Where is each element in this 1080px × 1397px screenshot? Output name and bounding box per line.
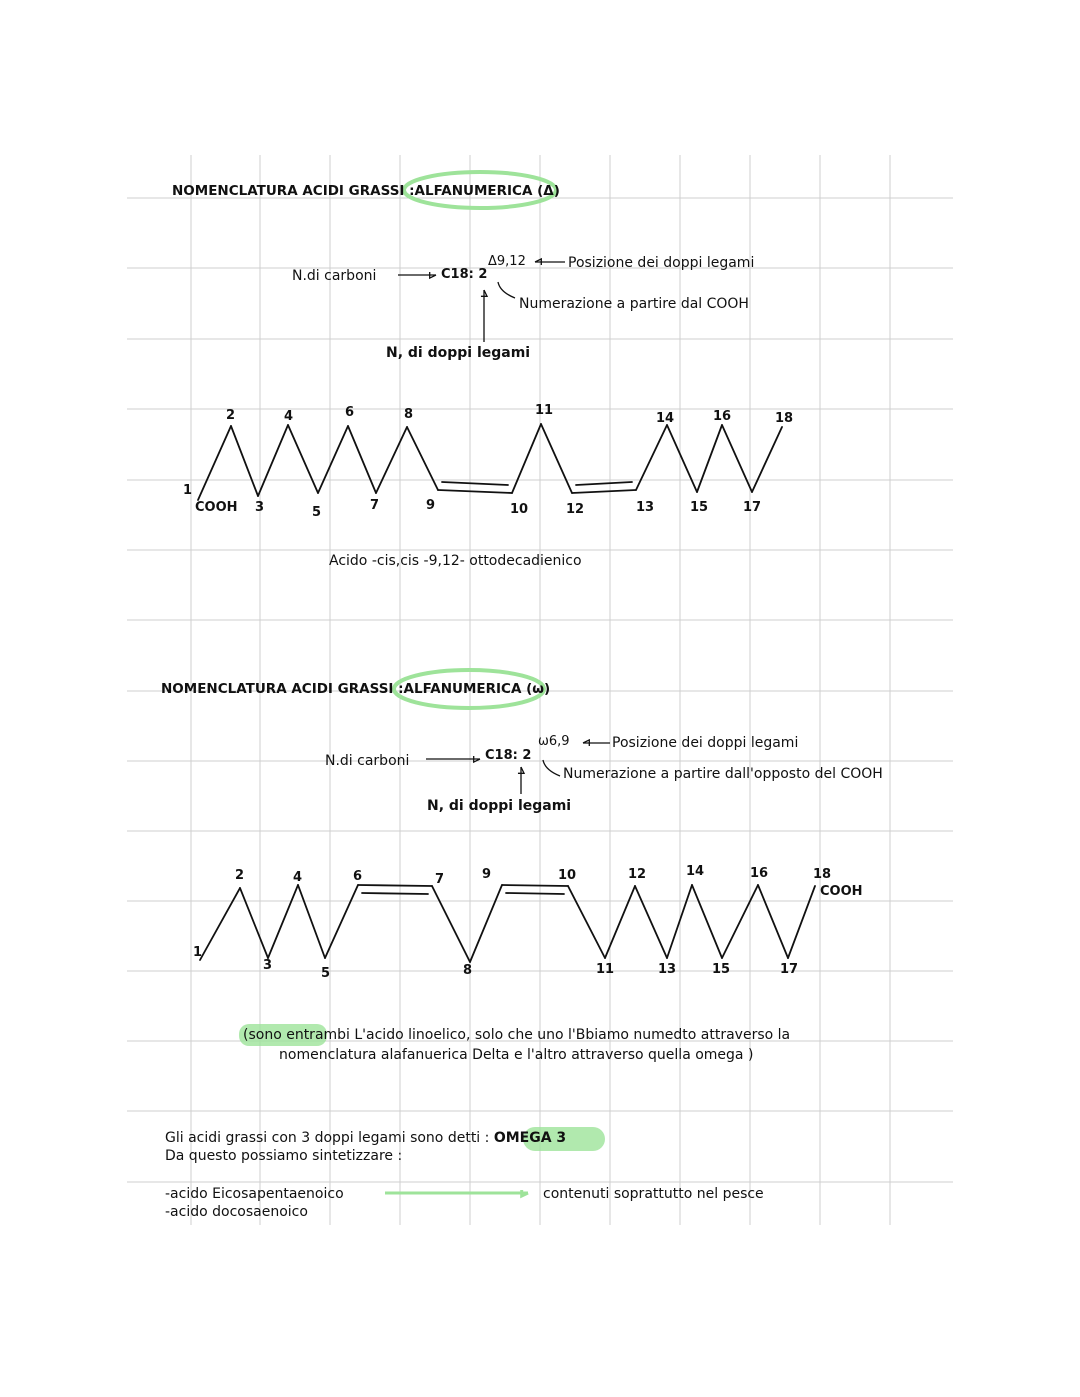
- bond-line: [298, 885, 325, 958]
- omega3-sentence: [165, 1130, 566, 1146]
- section1-title: NOMENCLATURA ACIDI GRASSI :ALFANUMERICA (Δ): [172, 183, 560, 199]
- section1-carbon-number-6: 6: [345, 405, 355, 420]
- section1-cooh-label: COOH: [195, 500, 238, 515]
- bond-line: [572, 490, 636, 493]
- section1-carbon-number-2: 2: [226, 408, 236, 423]
- section1-carbon-number-14: 14: [656, 411, 675, 426]
- section1-carbon-number-10: 10: [510, 502, 529, 517]
- bond-line: [407, 427, 438, 490]
- section1-acid-name: Acido -cis,cis -9,12- ottodecadienico: [329, 553, 582, 569]
- section1-carbon-number-13: 13: [636, 500, 655, 515]
- double-bond-line: [362, 893, 428, 894]
- bond-line: [432, 886, 470, 962]
- bond-line: [758, 885, 788, 958]
- section1-formula: C18: 2: [441, 267, 488, 282]
- section2-carbon-number-11: 11: [596, 962, 615, 977]
- section2-carbon-number-7: 7: [435, 872, 445, 887]
- note-line-2: nomenclatura alafanuerica Delta e l'altro attraverso quella omega ): [279, 1047, 754, 1063]
- section2-carbon-number-9: 9: [482, 867, 492, 882]
- section2-carbon-number-13: 13: [658, 962, 677, 977]
- bond-line: [376, 427, 407, 493]
- section2-carbon-number-14: 14: [686, 864, 705, 879]
- section2-omega-label: ω6,9: [538, 734, 570, 749]
- section1-posizione-label: Posizione dei doppi legami: [568, 255, 755, 271]
- section1-carbon-number-9: 9: [426, 498, 436, 513]
- section1-carbon-number-16: 16: [713, 409, 732, 424]
- section2-carbon-number-17: 17: [780, 962, 799, 977]
- bond-line: [288, 425, 318, 493]
- bond-line: [541, 424, 572, 493]
- section2-carbon-number-2: 2: [235, 868, 245, 883]
- arrow-numerazione-2-curve: [543, 760, 560, 776]
- bond-line: [722, 425, 752, 492]
- omega3-acid-2: -acido docosaenoico: [165, 1204, 308, 1220]
- bond-line: [752, 427, 782, 492]
- bond-line: [697, 425, 722, 492]
- omega3-line-2: Da questo possiamo sintetizzare :: [165, 1148, 403, 1164]
- bond-line: [438, 490, 512, 493]
- section1-carbon-number-8: 8: [404, 407, 414, 422]
- section1-carbon-number-17: 17: [743, 500, 762, 515]
- section2-carbon-number-16: 16: [750, 866, 769, 881]
- section2-formula: C18: 2: [485, 748, 532, 763]
- section1-carbon-number-12: 12: [566, 502, 585, 517]
- section2-posizione-label: Posizione dei doppi legami: [612, 735, 799, 751]
- section1-carbon-number-18: 18: [775, 411, 794, 426]
- section1-n-doppi-label: N, di doppi legami: [386, 345, 531, 361]
- section1-carbon-number-7: 7: [370, 498, 380, 513]
- section1-delta-label: Δ9,12: [488, 254, 526, 269]
- bond-line: [231, 426, 258, 496]
- section1-carbon-number-3: 3: [255, 500, 265, 515]
- omega3-contained-label: contenuti soprattutto nel pesce: [543, 1186, 764, 1202]
- section2-carbon-number-5: 5: [321, 966, 331, 981]
- bond-line: [318, 426, 348, 493]
- section2-title: NOMENCLATURA ACIDI GRASSI :ALFANUMERICA (ω): [161, 681, 551, 697]
- section2-carbon-number-8: 8: [463, 963, 473, 978]
- bond-line: [722, 885, 758, 958]
- section1-carbon-number-4: 4: [284, 409, 294, 424]
- arrow-numerazione-1-curve: [498, 282, 515, 298]
- section1-n-carboni-label: N.di carboni: [292, 268, 377, 284]
- bond-line: [198, 426, 231, 500]
- section2-carbon-number-18: 18: [813, 867, 832, 882]
- note-line-1: (sono entrambi L'acido linoelico, solo che uno l'Bbiamo numedto attraverso la: [243, 1027, 791, 1043]
- section1-numerazione-label: Numerazione a partire dal COOH: [519, 296, 749, 312]
- double-bond-line: [506, 893, 564, 894]
- bond-line: [258, 425, 288, 496]
- bond-line: [358, 885, 432, 886]
- section2-carbon-number-15: 15: [712, 962, 731, 977]
- double-bond-line: [576, 482, 632, 485]
- omega3-highlight: OMEGA 3: [493, 1130, 567, 1146]
- highlight-marks: [239, 172, 605, 1151]
- section2-cooh-label: COOH: [820, 884, 863, 899]
- bond-line: [512, 424, 541, 493]
- section2-carbon-number-4: 4: [293, 870, 303, 885]
- section2-n-carboni-label: N.di carboni: [325, 753, 410, 769]
- section2-carbon-number-12: 12: [628, 867, 647, 882]
- section2-carbon-number-6: 6: [353, 869, 363, 884]
- section1-carbon-number-15: 15: [690, 500, 709, 515]
- section1-carbon-number-5: 5: [312, 505, 322, 520]
- omega3-acid-1: -acido Eicosapentaenoico: [165, 1186, 344, 1202]
- section2-carbon-number-10: 10: [558, 868, 577, 883]
- chain-delta-linoleic: [198, 424, 782, 500]
- section2-numerazione-label: Numerazione a partire dall'opposto del COOH: [563, 766, 883, 782]
- section1-carbon-number-11: 11: [535, 403, 554, 418]
- section1-carbon-number-1: 1: [183, 483, 193, 498]
- section2-carbon-number-1: 1: [193, 945, 203, 960]
- section2-carbon-number-3: 3: [263, 958, 273, 973]
- bond-line: [635, 886, 667, 958]
- bond-line: [568, 886, 605, 958]
- bond-line: [200, 888, 240, 960]
- bond-line: [502, 885, 568, 886]
- bond-line: [692, 885, 722, 958]
- double-bond-line: [442, 482, 508, 485]
- bond-line: [240, 888, 268, 958]
- bond-line: [667, 425, 697, 492]
- bond-line: [348, 426, 376, 493]
- bond-line: [788, 886, 815, 958]
- arrow-omega3-fish-head: [522, 1190, 528, 1196]
- bond-line: [470, 885, 502, 962]
- section2-n-doppi-label: N, di doppi legami: [427, 798, 572, 814]
- omega3-line-1: Gli acidi grassi con 3 doppi legami sono detti :: [165, 1130, 490, 1146]
- chain-omega-linoleic: [200, 885, 815, 962]
- bond-line: [268, 885, 298, 958]
